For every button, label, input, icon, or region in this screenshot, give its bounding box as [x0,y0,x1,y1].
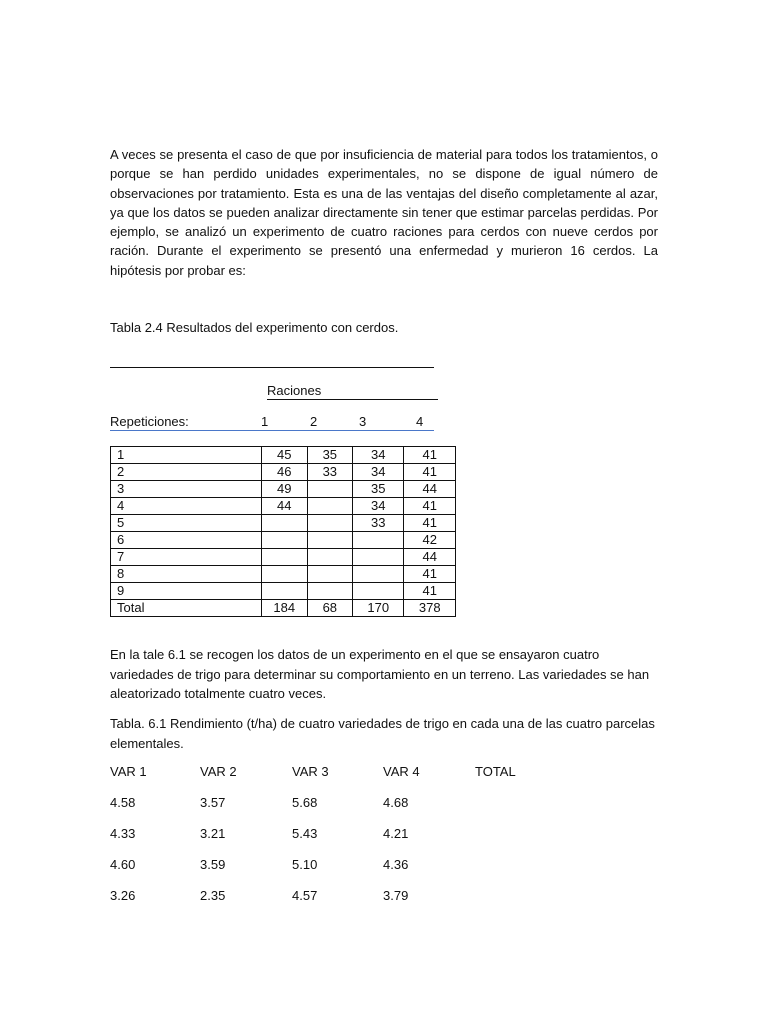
table1-cell [307,583,352,600]
intro-paragraph: A veces se presenta el caso de que por insuficiencia de material para todos los tratamientos, o porque se han perdido unidades experimentales, no se dispone de igual número de observaciones por tratamiento. Esta es una de las ventajas del diseño completamente al azar, ya que los datos se pueden analizar directamente sin tener que estimar parcelas perdidas. Por ejemplo, se analizó un experimento de cuatro raciones para cerdos con nueve cerdos por ración. Durante el experimento se presentó una enfermedad y murieron 16 cerdos. La hipótesis por probar es: [110,147,658,278]
table1-cell [353,583,404,600]
table-row [110,826,610,857]
table1-row-label: 4 [111,498,262,515]
table-row [110,857,610,888]
table-row [111,464,456,481]
table1-cell [307,498,352,515]
table2-cell: 4.58 [110,795,136,810]
table1-cell: 45 [261,447,307,464]
table1-cell [307,532,352,549]
table2-cell: 5.68 [292,795,318,810]
table1-cell: 44 [404,549,456,566]
table1-cell: 41 [404,566,456,583]
table-row [111,498,456,515]
table2-cell: 3.59 [200,857,226,872]
table2-cell: 5.10 [292,857,318,872]
table1-data [110,446,456,617]
table1-caption: Tabla 2.4 Resultados del experimento con cerdos. [110,320,399,335]
table1-row-label: 5 [111,515,262,532]
table1-col-header-3: 3 [359,414,367,429]
table1-cell: 41 [404,515,456,532]
table1-row-label: 8 [111,566,262,583]
table1-cell: 378 [404,600,456,617]
table1-cell: 170 [353,600,404,617]
table1-col-header-1: 1 [261,414,269,429]
table-row [110,795,610,826]
table1-cell [353,549,404,566]
table1-cell: 41 [404,498,456,515]
table1-row-label: 7 [111,549,262,566]
table2-cell: 3.79 [383,888,409,903]
table1-cell: 49 [261,481,307,498]
table1-cell: 42 [404,532,456,549]
table1-cell: 35 [307,447,352,464]
table2-cell: 3.57 [200,795,226,810]
table2-header-var2: VAR 2 [200,764,237,779]
table-row [111,447,456,464]
table2-cell: 4.36 [383,857,409,872]
table1-row-label: 2 [111,464,262,481]
table1-cell: 184 [261,600,307,617]
table1-cell: 41 [404,464,456,481]
table2-header-var4: VAR 4 [383,764,420,779]
table1-cell [261,515,307,532]
table2-header-var1: VAR 1 [110,764,147,779]
table1-row-label: 1 [111,447,262,464]
table1-cell [307,481,352,498]
table2-header-total: TOTAL [475,764,516,779]
table1-cell: 34 [353,464,404,481]
table2-cell: 4.57 [292,888,318,903]
table1-top-rule [110,367,434,368]
table1-col-header-4: 4 [416,414,424,429]
table1-row-label: 6 [111,532,262,549]
table1-row-label: 3 [111,481,262,498]
table2-cell: 3.21 [200,826,226,841]
table2-cell: 4.21 [383,826,409,841]
table1-cell: 44 [404,481,456,498]
table1-col-header-2: 2 [310,414,318,429]
table1-cell: 46 [261,464,307,481]
table1-cell: 41 [404,447,456,464]
table-row [111,566,456,583]
table1-cell [261,532,307,549]
table1-cell [307,566,352,583]
table1-cell: 35 [353,481,404,498]
table1-group-header: Raciones [267,383,322,398]
table1-row-header: Repeticiones: [110,414,189,429]
table2-header-row [110,764,610,795]
table-row [111,532,456,549]
table1-row-label: 9 [111,583,262,600]
table1-cell [307,549,352,566]
table1-cell [353,532,404,549]
table1-row-label: Total [111,600,262,617]
table1-cell: 33 [307,464,352,481]
table1-cell [307,515,352,532]
table2-cell: 2.35 [200,888,226,903]
table1-cell: 41 [404,583,456,600]
table2-cell: 4.68 [383,795,409,810]
table2-cell: 4.60 [110,857,136,872]
table-row [111,600,456,617]
table1-cell [261,566,307,583]
table1-cell: 68 [307,600,352,617]
table1-cell: 34 [353,447,404,464]
second-paragraph: En la tale 6.1 se recogen los datos de un experimento en el que se ensayaron cuatro variedades de trigo para determinar su comportamiento en un terreno. Las variedades se han aleatorizado totalmente cuatro veces. [110,647,650,701]
table2-cell: 5.43 [292,826,318,841]
table2-cell: 3.26 [110,888,136,903]
table2-cell: 4.33 [110,826,136,841]
table-row [111,481,456,498]
table1-cell [353,566,404,583]
table2-caption: Tabla. 6.1 Rendimiento (t/ha) de cuatro variedades de trigo en cada una de las cuatro parcelas elementales. [110,716,655,751]
table-row [111,515,456,532]
table1-header-rule [110,430,434,431]
table1-cell: 34 [353,498,404,515]
table1-cell [261,549,307,566]
table1-group-underline [267,399,438,400]
table1-cell: 33 [353,515,404,532]
table2-grid [110,764,610,919]
table-row [111,549,456,566]
table1-cell: 44 [261,498,307,515]
table1-cell [261,583,307,600]
table-row [110,888,610,919]
table2-header-var3: VAR 3 [292,764,329,779]
table-row [111,583,456,600]
